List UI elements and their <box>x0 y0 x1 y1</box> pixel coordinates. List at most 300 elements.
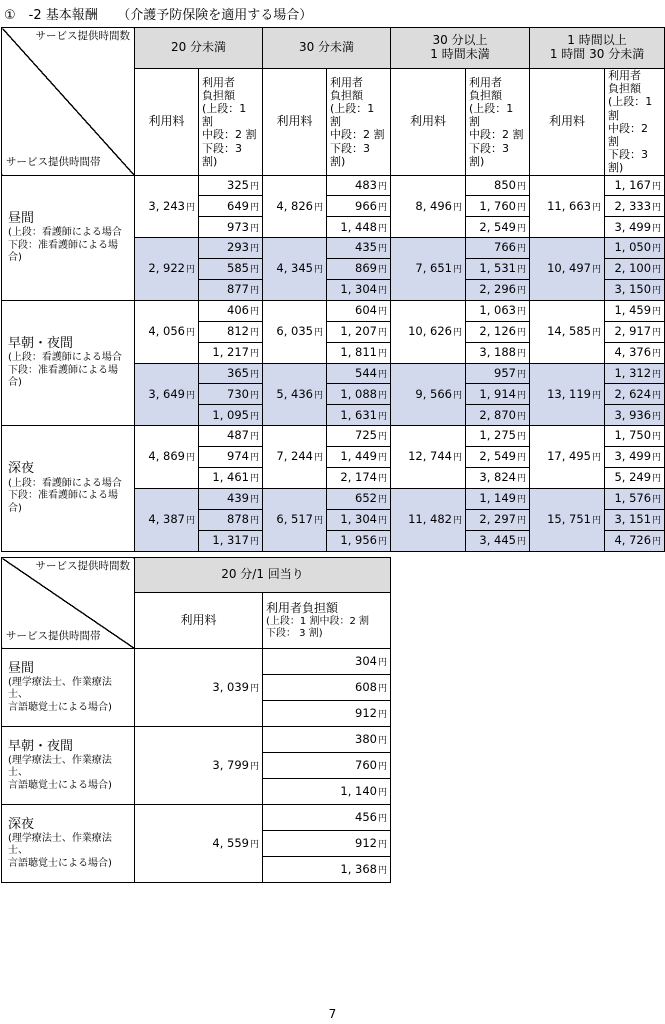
burden-cell-value: 652 <box>355 491 377 506</box>
burden-cell-value: 1, 050 <box>614 240 652 255</box>
burden-cell-value: 869 <box>355 261 377 276</box>
burden-cell-value: 3, 151 <box>614 512 652 527</box>
burden-cell <box>199 384 263 405</box>
fee-column-header: 利用料 <box>135 69 199 176</box>
fee-cell-value: 8, 496 <box>415 198 452 213</box>
yen-unit: 円 <box>377 516 387 527</box>
fee-cell-value: 10, 497 <box>547 261 591 276</box>
yen-unit: 円 <box>313 202 323 213</box>
duration-header: 20 分/1 回当り <box>135 558 391 593</box>
yen-unit: 円 <box>517 244 527 255</box>
fee-cell-value: 3, 039 <box>212 679 249 694</box>
yen-unit: 円 <box>452 265 462 276</box>
time-band-note: (理学療法士、作業療法士、 言語聴覚士による場合) <box>8 832 112 869</box>
burden-cell-value: 2, 870 <box>479 407 516 422</box>
burden-cell-value: 406 <box>227 303 249 318</box>
yen-unit: 円 <box>452 328 462 338</box>
yen-unit: 円 <box>313 390 323 401</box>
burden-cell-value: 974 <box>227 449 249 464</box>
fee-table-nursing <box>1 27 665 552</box>
yen-unit: 円 <box>377 223 387 234</box>
burden-cell <box>466 196 530 217</box>
fee-cell <box>530 238 605 301</box>
burden-cell <box>466 238 530 259</box>
yen-unit: 円 <box>517 328 527 338</box>
yen-unit: 円 <box>378 683 388 694</box>
burden-cell <box>605 300 665 321</box>
fee-cell <box>530 488 605 551</box>
burden-cell-value: 877 <box>227 282 249 297</box>
burden-cell <box>327 217 391 238</box>
burden-cell <box>199 321 263 342</box>
yen-unit: 円 <box>249 265 259 276</box>
burden-cell <box>199 363 263 384</box>
burden-cell-value: 1, 304 <box>340 282 377 297</box>
burden-cell-value: 365 <box>227 365 249 380</box>
burden-cell-value: 2, 333 <box>614 198 652 213</box>
fee-cell <box>391 175 466 238</box>
burden-column-header: 利用者 負担額 (上段：1 割 中段：2 割 下段：3 割) <box>327 69 391 176</box>
yen-unit: 円 <box>378 813 388 824</box>
yen-unit: 円 <box>652 474 662 485</box>
yen-unit: 円 <box>249 683 259 694</box>
yen-unit: 円 <box>652 286 662 297</box>
table-row <box>2 805 391 831</box>
yen-unit: 円 <box>185 202 195 213</box>
time-band-note: (理学療法士、作業療法士、 言語聴覚士による場合) <box>8 676 112 713</box>
burden-cell-value: 1, 760 <box>479 198 516 213</box>
yen-unit: 円 <box>185 265 195 276</box>
yen-unit: 円 <box>378 709 388 720</box>
burden-cell-value: 2, 100 <box>614 261 652 276</box>
yen-unit: 円 <box>592 328 602 338</box>
fee-cell-value: 4, 559 <box>212 835 249 850</box>
fee-cell-value: 4, 826 <box>276 198 313 213</box>
fee-column-header: 利用料 <box>263 69 327 176</box>
fee-cell <box>135 363 199 426</box>
yen-unit: 円 <box>378 839 388 850</box>
burden-cell-value: 435 <box>355 240 377 255</box>
burden-cell-value: 766 <box>494 240 516 255</box>
fee-cell <box>135 805 263 883</box>
burden-cell-value: 1, 811 <box>340 344 377 359</box>
yen-unit: 円 <box>652 432 662 443</box>
burden-cell <box>199 238 263 259</box>
yen-unit: 円 <box>652 369 662 380</box>
fee-cell <box>391 426 466 489</box>
burden-cell <box>263 675 391 701</box>
fee-cell <box>135 727 263 805</box>
burden-cell <box>466 405 530 426</box>
yen-unit: 円 <box>517 181 527 192</box>
yen-unit: 円 <box>377 181 387 192</box>
service-time-band-label: サービス提供時間帯 <box>6 629 101 642</box>
burden-cell-value: 1, 088 <box>340 386 377 401</box>
fee-cell <box>391 238 466 301</box>
burden-cell-value: 1, 576 <box>614 491 652 506</box>
burden-cell <box>466 530 530 551</box>
burden-cell <box>605 405 665 426</box>
burden-cell-value: 4, 376 <box>614 344 652 359</box>
duration-header: 30 分以上 1 時間未満 <box>391 28 530 69</box>
time-band-cell <box>2 649 135 727</box>
burden-cell <box>327 342 391 363</box>
burden-cell <box>605 342 665 363</box>
yen-unit: 円 <box>452 516 462 527</box>
burden-cell <box>605 217 665 238</box>
burden-cell-value: 966 <box>355 198 377 213</box>
yen-unit: 円 <box>517 286 527 297</box>
fee-cell-value: 4, 869 <box>148 449 185 464</box>
yen-unit: 円 <box>378 865 388 876</box>
fee-cell <box>263 488 327 551</box>
yen-unit: 円 <box>377 348 387 359</box>
yen-unit: 円 <box>517 223 527 234</box>
burden-note: (上段：1 割中段：2 割 下段： 3 割) <box>266 615 369 639</box>
fee-cell-value: 3, 799 <box>212 757 249 772</box>
table-row <box>2 300 665 321</box>
yen-unit: 円 <box>517 202 527 213</box>
yen-unit: 円 <box>452 202 462 213</box>
fee-cell-value: 11, 663 <box>547 198 591 213</box>
fee-cell <box>135 238 199 301</box>
burden-cell <box>605 426 665 447</box>
burden-cell <box>605 259 665 280</box>
yen-unit: 円 <box>249 202 259 213</box>
burden-cell-value: 487 <box>227 428 249 443</box>
yen-unit: 円 <box>249 839 259 850</box>
yen-unit: 円 <box>377 453 387 464</box>
burden-cell <box>466 426 530 447</box>
fee-cell <box>135 300 199 363</box>
burden-cell <box>199 196 263 217</box>
yen-unit: 円 <box>249 474 259 485</box>
table-row <box>2 727 391 753</box>
burden-cell-value: 2, 297 <box>479 512 516 527</box>
yen-unit: 円 <box>517 516 527 527</box>
time-band-label: 昼間 <box>8 660 35 676</box>
burden-cell-value: 973 <box>227 219 249 234</box>
yen-unit: 円 <box>249 536 259 547</box>
fee-cell <box>263 300 327 363</box>
burden-cell-value: 2, 917 <box>614 324 652 338</box>
burden-cell-value: 1, 449 <box>340 449 377 464</box>
fee-cell <box>263 238 327 301</box>
fee-cell <box>391 363 466 426</box>
burden-cell <box>263 805 391 831</box>
yen-unit: 円 <box>517 432 527 443</box>
burden-cell <box>327 447 391 468</box>
burden-cell <box>466 509 530 530</box>
burden-cell-value: 1, 063 <box>479 303 516 318</box>
time-band-note: (上段：看護師による場合 下段：准看護師による場合) <box>8 477 122 514</box>
burden-cell-value: 483 <box>355 177 377 192</box>
burden-cell-value: 850 <box>494 177 516 192</box>
yen-unit: 円 <box>313 328 323 338</box>
fee-cell <box>135 175 199 238</box>
burden-cell <box>605 384 665 405</box>
burden-cell-value: 912 <box>355 705 377 720</box>
burden-column-header: 利用者 負担額 (上段：1 割 中段：2 割 下段：3 割) <box>199 69 263 176</box>
time-band-cell <box>2 175 135 300</box>
fee-cell <box>263 175 327 238</box>
burden-cell-value: 2, 549 <box>479 219 516 234</box>
burden-cell <box>327 509 391 530</box>
yen-unit: 円 <box>377 495 387 506</box>
burden-cell <box>466 259 530 280</box>
fee-cell-value: 12, 744 <box>408 449 452 464</box>
burden-cell-value: 878 <box>227 512 249 527</box>
time-band-cell <box>2 805 135 883</box>
table-row <box>2 426 665 447</box>
yen-unit: 円 <box>517 411 527 422</box>
burden-cell <box>327 384 391 405</box>
yen-unit: 円 <box>517 348 527 359</box>
yen-unit: 円 <box>249 348 259 359</box>
yen-unit: 円 <box>377 244 387 255</box>
burden-cell <box>605 321 665 342</box>
yen-unit: 円 <box>517 390 527 401</box>
yen-unit: 円 <box>652 181 662 192</box>
yen-unit: 円 <box>378 761 388 772</box>
yen-unit: 円 <box>652 495 662 506</box>
yen-unit: 円 <box>185 390 195 401</box>
burden-cell-value: 1, 207 <box>340 324 377 338</box>
duration-header: 30 分未満 <box>263 28 391 69</box>
burden-cell-value: 1, 956 <box>340 532 377 547</box>
yen-unit: 円 <box>592 516 602 527</box>
burden-cell-value: 3, 936 <box>614 407 652 422</box>
burden-cell-value: 4, 726 <box>614 532 652 547</box>
burden-cell-value: 912 <box>355 835 377 850</box>
yen-unit: 円 <box>249 244 259 255</box>
burden-cell-value: 2, 549 <box>479 449 516 464</box>
burden-cell <box>327 405 391 426</box>
yen-unit: 円 <box>249 369 259 380</box>
burden-cell-value: 304 <box>355 653 377 668</box>
burden-cell-value: 293 <box>227 240 249 255</box>
burden-cell <box>466 488 530 509</box>
fee-cell-value: 11, 482 <box>408 512 452 527</box>
burden-cell-value: 1, 149 <box>479 491 516 506</box>
burden-cell-value: 2, 174 <box>340 470 377 485</box>
burden-cell-value: 5, 249 <box>614 470 652 485</box>
burden-cell-value: 325 <box>227 177 249 192</box>
burden-cell <box>466 217 530 238</box>
yen-unit: 円 <box>377 202 387 213</box>
fee-cell-value: 7, 244 <box>276 449 313 464</box>
burden-cell <box>605 238 665 259</box>
header-row <box>2 28 665 69</box>
burden-cell-value: 2, 296 <box>479 282 516 297</box>
burden-cell <box>605 363 665 384</box>
yen-unit: 円 <box>378 657 388 668</box>
fee-cell <box>135 488 199 551</box>
time-band-note: (上段：看護師による場合 下段：准看護師による場合) <box>8 227 122 264</box>
fee-cell <box>135 426 199 489</box>
burden-cell <box>199 175 263 196</box>
burden-cell <box>466 279 530 300</box>
burden-cell <box>605 509 665 530</box>
burden-cell-value: 1, 448 <box>340 219 377 234</box>
burden-cell <box>327 467 391 488</box>
fee-cell <box>263 363 327 426</box>
burden-cell-value: 1, 368 <box>340 861 377 876</box>
burden-cell <box>327 530 391 551</box>
yen-unit: 円 <box>378 735 388 746</box>
table-row <box>2 649 391 675</box>
burden-cell <box>466 321 530 342</box>
burden-column-header: 利用者 負担額 (上段：1 割 中段：2 割 下段：3 割) <box>605 69 665 176</box>
burden-cell-value: 3, 824 <box>479 470 516 485</box>
time-band-cell <box>2 426 135 551</box>
corner-header-cell <box>2 28 135 176</box>
time-band-note: (理学療法士、作業療法士、 言語聴覚士による場合) <box>8 754 112 791</box>
burden-cell <box>327 363 391 384</box>
burden-cell <box>263 779 391 805</box>
burden-cell <box>327 259 391 280</box>
duration-header: 1 時間以上 1 時間 30 分未満 <box>530 28 665 69</box>
fee-cell-value: 3, 243 <box>148 198 185 213</box>
burden-cell <box>466 300 530 321</box>
burden-column-header: 利用者 負担額 (上段：1 割 中段：2 割 下段：3 割) <box>466 69 530 176</box>
yen-unit: 円 <box>313 453 323 464</box>
time-band-label: 昼間 <box>8 210 35 226</box>
burden-cell <box>605 467 665 488</box>
burden-cell <box>199 447 263 468</box>
yen-unit: 円 <box>652 348 662 359</box>
burden-cell <box>263 649 391 675</box>
burden-cell-value: 1, 217 <box>212 344 249 359</box>
yen-unit: 円 <box>313 516 323 527</box>
duration-header: 20 分未満 <box>135 28 263 69</box>
yen-unit: 円 <box>249 495 259 506</box>
yen-unit: 円 <box>185 328 195 338</box>
yen-unit: 円 <box>377 432 387 443</box>
fee-cell <box>530 426 605 489</box>
burden-cell <box>605 488 665 509</box>
header-row <box>2 558 391 593</box>
burden-cell-value: 608 <box>355 679 377 694</box>
burden-cell-value: 760 <box>355 757 377 772</box>
yen-unit: 円 <box>249 390 259 401</box>
fee-cell-value: 7, 651 <box>415 261 452 276</box>
yen-unit: 円 <box>592 202 602 213</box>
burden-cell-value: 1, 459 <box>614 303 652 318</box>
fee-cell <box>263 426 327 489</box>
time-band-cell <box>2 727 135 805</box>
fee-column-header: 利用料 <box>530 69 605 176</box>
yen-unit: 円 <box>517 453 527 464</box>
yen-unit: 円 <box>377 474 387 485</box>
burden-cell-value: 1, 275 <box>479 428 516 443</box>
burden-cell <box>199 509 263 530</box>
burden-cell-value: 2, 126 <box>479 324 516 338</box>
fee-cell-value: 15, 751 <box>547 512 591 527</box>
yen-unit: 円 <box>652 307 662 318</box>
yen-unit: 円 <box>249 411 259 422</box>
fee-cell-value: 17, 495 <box>547 449 591 464</box>
burden-cell <box>199 488 263 509</box>
burden-cell-value: 1, 531 <box>479 261 516 276</box>
burden-cell <box>327 488 391 509</box>
yen-unit: 円 <box>249 181 259 192</box>
service-duration-label: サービス提供時間数 <box>35 30 130 42</box>
fee-column-header: 利用料 <box>135 593 263 649</box>
burden-cell <box>263 831 391 857</box>
fee-cell <box>530 300 605 363</box>
fee-cell-value: 4, 056 <box>148 324 185 338</box>
burden-cell-value: 380 <box>355 731 377 746</box>
time-band-label: 深夜 <box>8 816 35 832</box>
section-title: ① -2 基本報酬 （介護予防保険を適用する場合） <box>4 8 313 23</box>
burden-cell <box>199 300 263 321</box>
burden-cell <box>466 363 530 384</box>
burden-cell-value: 1, 312 <box>614 365 652 380</box>
time-band-label: 深夜 <box>8 461 35 477</box>
burden-cell-value: 1, 317 <box>212 532 249 547</box>
yen-unit: 円 <box>592 453 602 464</box>
yen-unit: 円 <box>185 453 195 464</box>
yen-unit: 円 <box>378 787 388 798</box>
burden-cell-value: 649 <box>227 198 249 213</box>
yen-unit: 円 <box>249 286 259 297</box>
yen-unit: 円 <box>377 265 387 276</box>
burden-label: 利用者負担額 <box>266 601 339 616</box>
yen-unit: 円 <box>249 432 259 443</box>
burden-cell <box>327 426 391 447</box>
burden-cell-value: 3, 499 <box>614 449 652 464</box>
page-number: 7 <box>328 1007 337 1021</box>
yen-unit: 円 <box>377 411 387 422</box>
fee-cell-value: 4, 345 <box>276 261 313 276</box>
burden-cell <box>263 857 391 883</box>
burden-cell <box>199 259 263 280</box>
burden-cell <box>466 384 530 405</box>
burden-cell <box>263 727 391 753</box>
burden-cell-value: 3, 188 <box>479 344 516 359</box>
yen-unit: 円 <box>652 453 662 464</box>
yen-unit: 円 <box>377 390 387 401</box>
burden-cell <box>199 530 263 551</box>
time-band-cell <box>2 300 135 425</box>
burden-cell <box>605 175 665 196</box>
burden-cell <box>466 175 530 196</box>
fee-cell-value: 14, 585 <box>547 324 591 338</box>
burden-cell <box>605 530 665 551</box>
burden-cell-value: 3, 445 <box>479 532 516 547</box>
burden-cell-value: 1, 140 <box>340 783 377 798</box>
time-band-label: 早朝・夜間 <box>8 336 74 352</box>
burden-cell-value: 585 <box>227 261 249 276</box>
burden-cell <box>327 196 391 217</box>
fee-cell-value: 2, 922 <box>148 261 185 276</box>
fee-cell-value: 10, 626 <box>408 324 452 338</box>
yen-unit: 円 <box>517 495 527 506</box>
yen-unit: 円 <box>517 474 527 485</box>
yen-unit: 円 <box>249 328 259 338</box>
burden-cell-value: 1, 095 <box>212 407 249 422</box>
yen-unit: 円 <box>652 328 662 338</box>
yen-unit: 円 <box>452 390 462 401</box>
burden-cell <box>466 342 530 363</box>
burden-cell-value: 1, 304 <box>340 512 377 527</box>
table-row <box>2 175 665 196</box>
fee-cell-value: 13, 119 <box>547 386 591 401</box>
yen-unit: 円 <box>652 244 662 255</box>
yen-unit: 円 <box>517 369 527 380</box>
burden-cell-value: 725 <box>355 428 377 443</box>
